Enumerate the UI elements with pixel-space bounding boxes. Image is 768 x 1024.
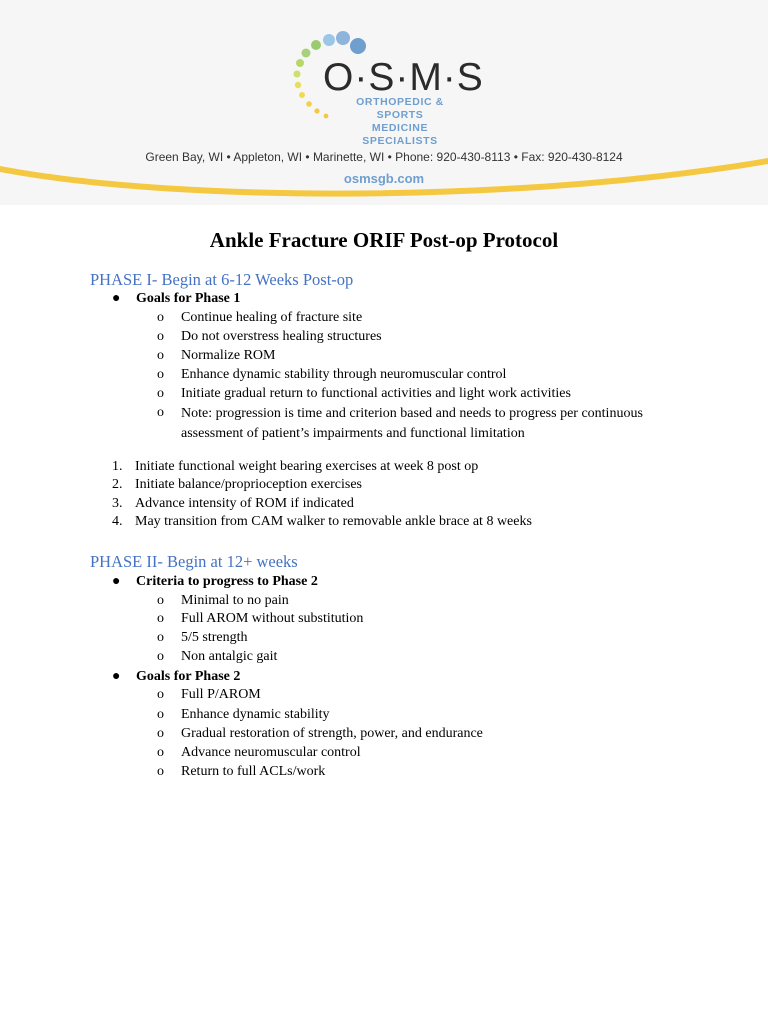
circle-bullet-icon: o bbox=[157, 386, 164, 401]
list-item: o 5/5 strength bbox=[157, 630, 248, 645]
website-link[interactable]: osmsgb.com bbox=[343, 171, 425, 186]
brand-subtitle-line-2: MEDICINE SPECIALISTS bbox=[362, 122, 438, 147]
circle-bullet-icon: o bbox=[157, 367, 164, 382]
list-item: o Do not overstress healing structures bbox=[157, 329, 382, 344]
document-title: Ankle Fracture ORIF Post-op Protocol bbox=[209, 228, 559, 252]
numbered-step: 2. Initiate balance/proprioception exercises bbox=[112, 477, 363, 492]
circle-bullet-icon: o bbox=[157, 348, 164, 363]
circle-bullet-icon: o bbox=[157, 649, 164, 664]
phase-1-heading: PHASE I- Begin at 6-12 Weeks Post-op bbox=[90, 270, 354, 289]
note-line-2: assessment of patient’s impairments and functional limitation bbox=[181, 425, 525, 441]
numbered-step: 4. May transition from CAM walker to removable ankle brace at 8 weeks bbox=[112, 514, 532, 529]
bullet-icon: ● bbox=[112, 669, 121, 684]
brand-subtitle-line-1: ORTHOPEDIC & SPORTS bbox=[356, 96, 444, 121]
criteria-label-text: Criteria to progress to Phase 2 bbox=[136, 574, 318, 589]
circle-bullet-icon: o bbox=[157, 687, 164, 702]
circle-bullet-icon: o bbox=[157, 329, 164, 344]
circle-bullet-icon: o bbox=[157, 593, 164, 608]
numbered-step: 3. Advance intensity of ROM if indicated bbox=[112, 496, 354, 511]
letterhead bbox=[0, 0, 768, 205]
circle-bullet-icon: o bbox=[157, 726, 164, 741]
circle-bullet-icon: o bbox=[157, 611, 164, 626]
list-item: o Gradual restoration of strength, power, and endurance bbox=[157, 726, 483, 741]
bullet-icon: ● bbox=[112, 574, 121, 589]
contact-line: Green Bay, WI • Appleton, WI • Marinette, WI • Phone: 920-430-8113 • Fax: 920-430-8124 bbox=[145, 150, 623, 164]
brand-name: O·S·M·S bbox=[323, 56, 484, 99]
circle-bullet-icon: o bbox=[157, 764, 164, 779]
list-item: o Initiate gradual return to functional activities and light work activities bbox=[157, 386, 571, 401]
phase-2-heading: PHASE II- Begin at 12+ weeks bbox=[90, 552, 298, 571]
brand-subtitle bbox=[334, 96, 466, 148]
list-item: o Advance neuromuscular control bbox=[157, 745, 361, 760]
list-item: o Enhance dynamic stability through neuromuscular control bbox=[157, 367, 507, 382]
phase-1-goals-label bbox=[112, 291, 240, 307]
note-item bbox=[181, 404, 701, 443]
circle-bullet-icon: o bbox=[157, 405, 164, 420]
list-item: o Enhance dynamic stability bbox=[157, 707, 330, 722]
list-item: o Non antalgic gait bbox=[157, 649, 278, 664]
list-item: o Full P/AROM bbox=[157, 687, 261, 702]
circle-bullet-icon: o bbox=[157, 630, 164, 645]
circle-bullet-icon: o bbox=[157, 310, 164, 325]
goals-label-text: Goals for Phase 2 bbox=[136, 669, 241, 684]
goals-label-text: Goals for Phase 1 bbox=[136, 291, 241, 306]
phase-2-criteria-label bbox=[112, 574, 318, 590]
list-item: o Continue healing of fracture site bbox=[157, 310, 363, 325]
circle-bullet-icon: o bbox=[157, 745, 164, 760]
bullet-icon: ● bbox=[112, 291, 121, 306]
numbered-step: 1. Initiate functional weight bearing exercises at week 8 post op bbox=[112, 459, 479, 474]
circle-bullet-icon: o bbox=[157, 707, 164, 722]
list-item: o Normalize ROM bbox=[157, 348, 276, 363]
phase-2-goals-label bbox=[112, 669, 240, 685]
list-item: o Return to full ACLs/work bbox=[157, 764, 326, 779]
list-item: o Full AROM without substitution bbox=[157, 611, 364, 626]
list-item: o Minimal to no pain bbox=[157, 593, 289, 608]
note-line-1: Note: progression is time and criterion based and needs to progress per continuous bbox=[181, 406, 643, 421]
